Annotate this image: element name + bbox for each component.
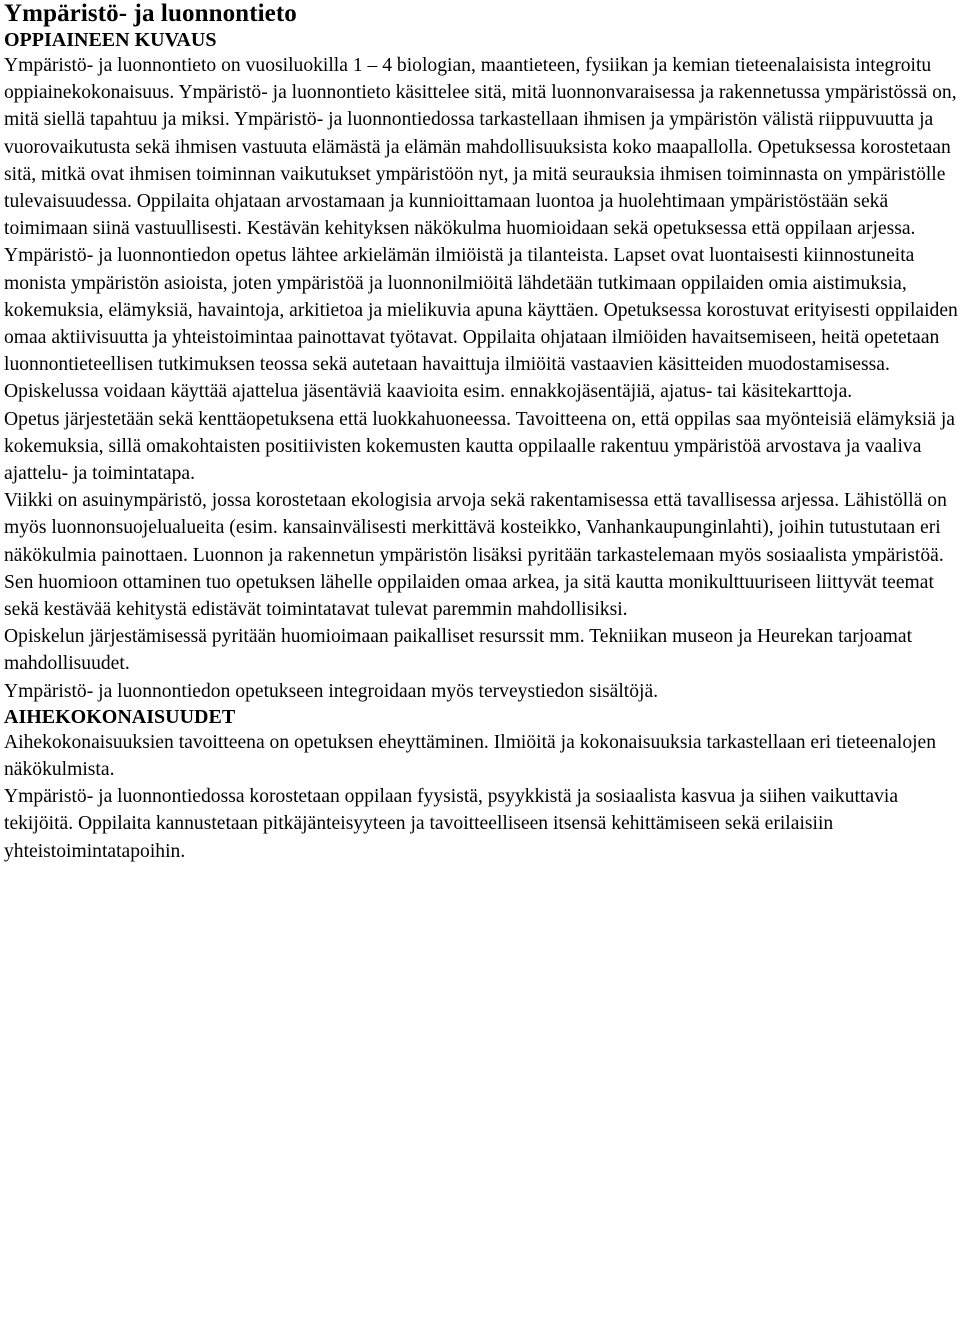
paragraph: Ympäristö- ja luonnontiedon opetus lähtee arkielämän ilmiöistä ja tilanteista. Lapset ovat luontaisesti kiinnostuneita monista ympäristön asioista, joten ympäristöä ja luonnonilmiöitä lähdetään tutkimaan oppilaiden omia aistimuksia, kokemuksia, elämyksiä, havaintoja, arkitietoa ja mielikuvia apuna käyttäen. Opetuksessa korostuvat erityisesti oppilaiden omaa aktiivisuutta ja yhteistoimintaa painottavat työtavat. Oppilaita ohjataan ilmiöiden havaitsemiseen, heitä opetetaan luonnontieteellisen tutkimuksen teossa sekä autetaan havaittuja ilmiöitä vastaavien käsitteiden muodostamisessa. Opiskelussa voidaan käyttää ajattelua jäsentäviä kaavioita esim. ennakkojäsentäjiä, ajatus- tai käsitekarttoja. [4,245,958,403]
document-title: Ympäristö- ja luonnontieto [4,0,297,27]
section-heading-aihekokonaisuudet: AIHEKOKONAISUUDET [4,705,236,728]
paragraph: Ympäristö- ja luonnontiedon opetukseen integroidaan myös terveystiedon sisältöjä. [4,680,659,702]
paragraph: Ympäristö- ja luonnontiedossa korostetaan oppilaan fyysistä, psyykkistä ja sosiaalista kasvua ja siihen vaikuttavia tekijöitä. Oppilaita kannustetaan pitkäjänteisyyteen ja tavoitteelliseen itsensä kehittämiseen sekä erilaisiin yhteistoimintatapoihin. [4,786,899,862]
paragraph: Opetus järjestetään sekä kenttäopetuksena että luokkahuoneessa. Tavoitteena on, että oppilas saa myönteisiä elämyksiä ja kokemuksia, sillä omakohtaisten positiivisten kokemusten kautta oppilaalle rakentuu ympäristöä arvostava ja vaaliva ajattelu- ja toimintatapa. [4,408,955,485]
paragraph: Aihekokonaisuuksien tavoitteena on opetuksen eheyttäminen. Ilmiöitä ja kokonaisuuksia tarkastellaan eri tieteenalojen näkökulmista. [4,731,937,781]
paragraph: Opiskelun järjestämisessä pyritään huomioimaan paikalliset resurssit mm. Tekniikan museon ja Heurekan tarjoamat mahdollisuudet. [4,626,913,675]
paragraph: Viikki on asuinympäristö, jossa korostetaan ekologisia arvoja sekä rakentamisessa että tavallisessa arjessa. Lähistöllä on myös luonnonsuojelualueita (esim. kansainvälisesti merkittävä kosteikko, Vanhankaupunginlahti), joihin tutustutaan eri näkökulmia painottaen. Luonnon ja rakennetun ympäristön lisäksi pyritään tarkastelemaan myös sosiaalista ympäristöä. Sen huomioon ottaminen tuo opetuksen lähelle oppilaiden omaa arkea, ja sitä kautta monikulttuuriseen liittyvät teemat sekä kestävää kehitystä edistävät toimintatavat tulevat paremmin mahdollisiksi. [4,490,947,621]
paragraph: Ympäristö- ja luonnontieto on vuosiluokilla 1 – 4 biologian, maantieteen, fysiikan ja kemian tieteenalaisista integroitu oppiainekokonaisuus. Ympäristö- ja luonnontieto käsittelee sitä, mitä luonnonvaraisessa ja rakennetussa ympäristössä on, mitä siellä tapahtuu ja miksi. Ympäristö- ja luonnontiedossa tarkastellaan ihmisen ja ympäristön välistä riippuvuutta ja vuorovaikutusta sekä ihmisen vastuuta elämästä ja elämän mahdollisuuksista koko maapallolla. Opetuksessa korostetaan sitä, mitkä ovat ihmisen toiminnan vaikutukset ympäristöön nyt, ja mitä seurauksia ihmisen toiminnasta on ympäristölle tulevaisuudessa. Oppilaita ohjataan arvostamaan ja kunnioittamaan luontoa ja huolehtimaan ympäristöstään sekä toimimaan siinä vastuullisesti. Kestävän kehityksen näkökulma huomioidaan sekä opetuksessa että oppilaan arjessa. [4,55,957,240]
section-heading-oppiaineen-kuvaus: OPPIAINEEN KUVAUS [4,29,217,51]
